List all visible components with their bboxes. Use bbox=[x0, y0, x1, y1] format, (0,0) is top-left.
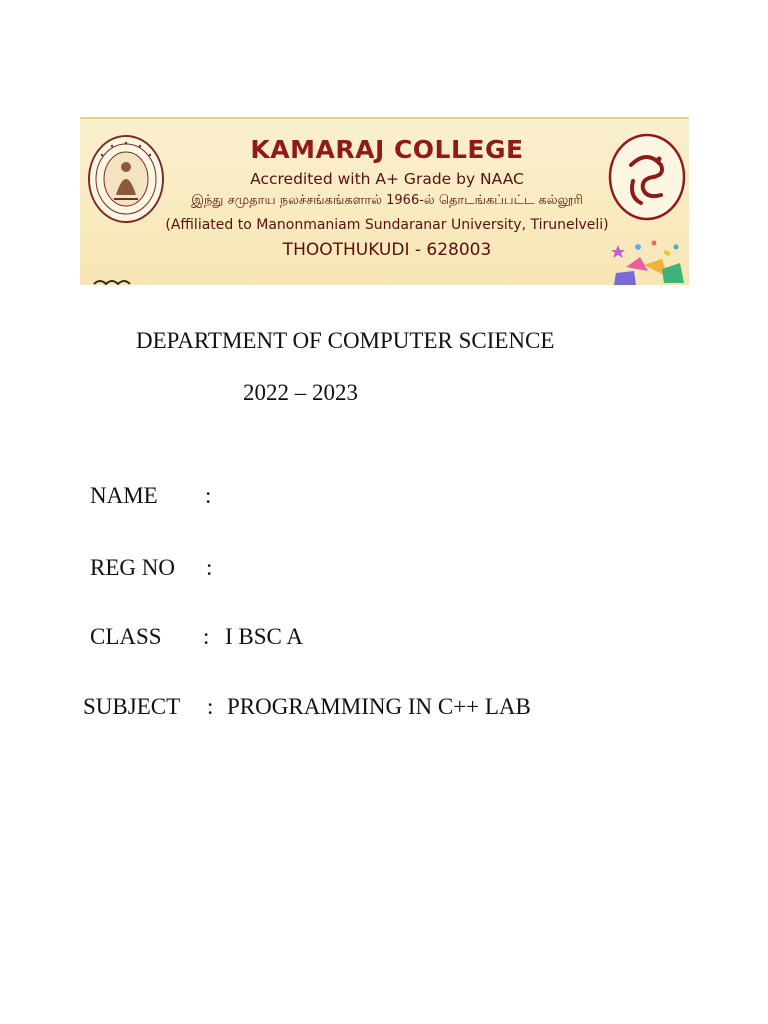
department-title: DEPARTMENT OF COMPUTER SCIENCE bbox=[136, 328, 555, 353]
subject-label: SUBJECT bbox=[83, 694, 181, 719]
college-name: KAMARAJ COLLEGE bbox=[250, 135, 524, 164]
banner-border bbox=[80, 117, 689, 119]
class-value: I BSC A bbox=[225, 624, 303, 649]
college-seal-logo bbox=[86, 133, 166, 225]
affiliation-line: (Affiliated to Manonmaniam Sundaranar University, Tirunelveli) bbox=[165, 217, 609, 233]
class-colon: : bbox=[203, 624, 210, 649]
academic-year: 2022 – 2023 bbox=[243, 380, 358, 405]
tamil-emblem-logo bbox=[607, 131, 687, 223]
college-address: THOOTHUKUDI - 628003 bbox=[282, 240, 492, 260]
decorative-confetti-icon bbox=[608, 237, 688, 285]
college-banner bbox=[80, 117, 689, 285]
name-label: NAME bbox=[90, 483, 158, 508]
class-label: CLASS bbox=[90, 624, 162, 649]
accreditation-line: Accredited with A+ Grade by NAAC bbox=[250, 170, 524, 188]
reg-no-colon: : bbox=[206, 555, 213, 580]
decorative-motif-icon bbox=[92, 277, 142, 285]
tamil-tagline: இந்து சமுதாய நலச்சங்கங்களால் 1966-ல் தொடங்கப்பட்ட கல்லூரி bbox=[191, 193, 583, 208]
name-colon: : bbox=[205, 483, 212, 508]
subject-value: PROGRAMMING IN C++ LAB bbox=[227, 694, 531, 719]
subject-colon: : bbox=[207, 694, 214, 719]
reg-no-label: REG NO bbox=[90, 555, 175, 580]
